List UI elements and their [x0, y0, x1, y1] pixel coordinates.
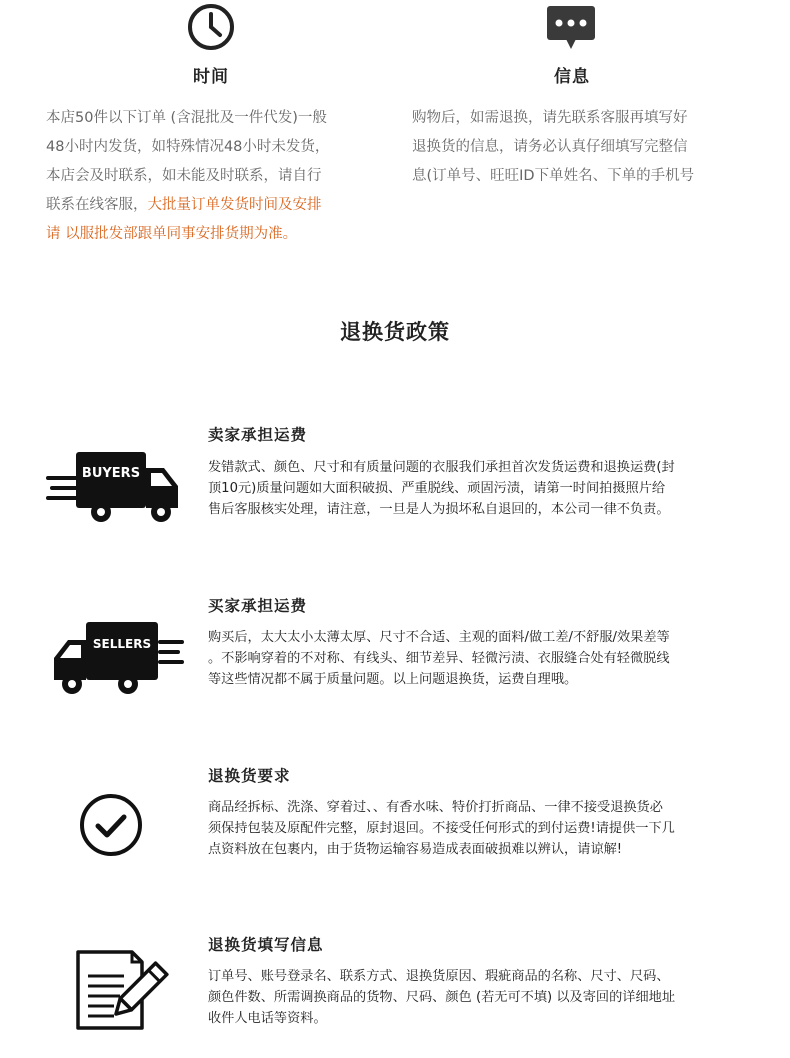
document-pencil-icon: [74, 946, 170, 1034]
clock-icon: [187, 3, 235, 51]
info-text: [412, 104, 752, 191]
item-title-fill-info: 退换货填写信息: [208, 936, 324, 954]
info-line-1: 购物后，如需退换，请先联系客服再填写好: [412, 110, 688, 126]
item-title-seller-pays: 卖家承担运费: [208, 426, 308, 444]
truck-label-sellers: SELLERS: [92, 637, 152, 651]
item-title-requirements: 退换货要求: [208, 767, 291, 785]
item-text-buyer-pays: 购买后，太大太小太薄太厚、尺寸不合适、主观的面料/做工差/不舒服/效果差等 。不影响穿着的不对称、有线头、细节差异、轻微污渍、衣服缝合处有轻微脱线 等这些情况都不属于质量问题。以上问题退换货，运费自理哦。: [208, 630, 670, 687]
time-line-3: 本店会及时联系，如未能及时联系，请自行: [46, 168, 322, 184]
delivery-truck-icon: [50, 618, 186, 696]
item-text-requirements: 商品经拆标、洗涤、穿着过、、有香水味、特价打折商品、一律不接受退换货必 须保持包装及原配件完整，原封退回。不接受任何形式的到付运费!请提供一下几 点资料放在包裹内，由于货物运输容易造成表面破损难以辨认，请谅解!: [208, 800, 675, 857]
delivery-truck-icon: [46, 446, 182, 524]
time-line-1: 本店50件以下订单 (含混批及一件代发)一般: [46, 110, 327, 126]
item-text-seller-pays: 发错款式、颜色、尺寸和有质量问题的衣服我们承担首次发货运费和退换运费(封 顶10元)质量问题如大面积破损、严重脱线、顽固污渍，请第一时间拍摄照片给 售后客服核实处理，请注意，一旦是人为损坏私自退回的，本公司一律不负责。: [208, 460, 675, 517]
item-title-buyer-pays: 买家承担运费: [208, 597, 308, 615]
time-highlight: 大批量订单发货时间及安排: [147, 197, 322, 213]
chat-bubble-icon: [546, 5, 596, 51]
time-line-2: 48小时内发货，如特殊情况48小时未发货，: [46, 139, 330, 155]
item-text-fill-info: 订单号、账号登录名、联系方式、退换货原因、瑕疵商品的名称、尺寸、尺码、 颜色件数、所需调换商品的货物、尺码、颜色 (若无可不填) 以及寄回的详细地址 收件人电话等资料。: [208, 969, 676, 1026]
time-line-4: 联系在线客服，大批量订单发货时间及安排: [46, 197, 322, 213]
info-title: 信息: [554, 67, 590, 87]
checkmark-circle-icon: [78, 792, 144, 858]
time-highlight-line2: 请 以服批发部跟单同事安排货期为准。: [46, 226, 298, 242]
info-line-2: 退换货的信息，请务必认真仔细填写完整信: [412, 139, 688, 155]
section-title: 退换货政策: [340, 320, 450, 344]
info-line-3: 息(订单号、旺旺ID下单姓名、下单的手机号: [412, 168, 695, 184]
time-title: 时间: [193, 67, 229, 87]
time-text: [46, 104, 386, 249]
truck-label-buyers: BUYERS: [81, 466, 141, 481]
